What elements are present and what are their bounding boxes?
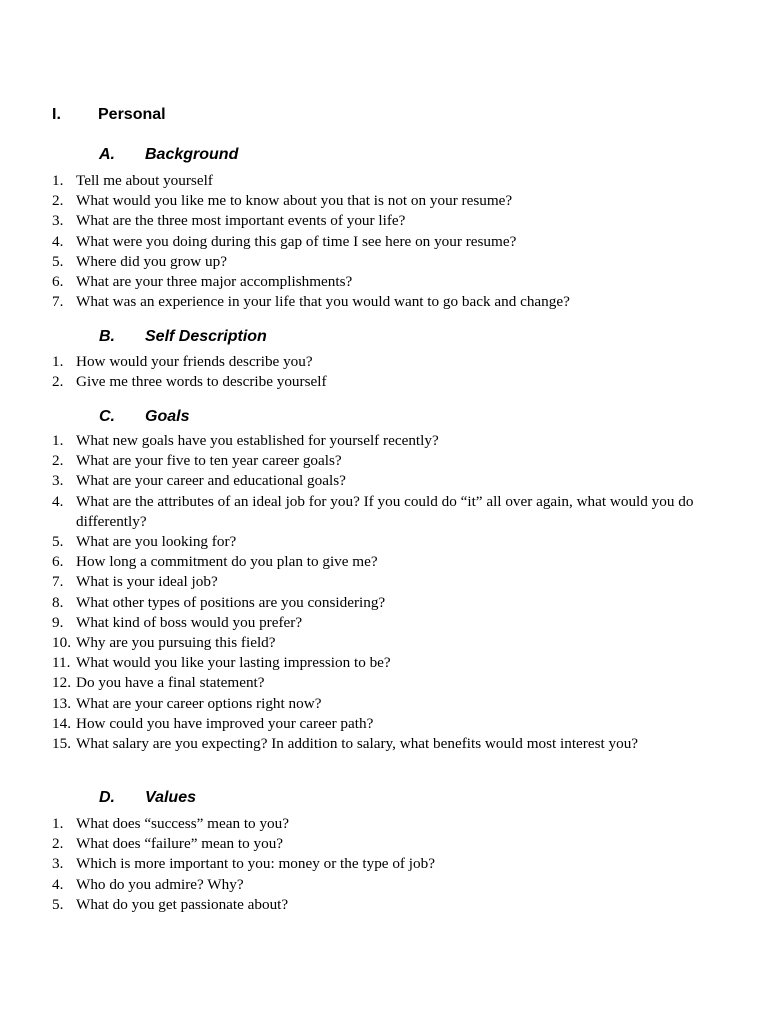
item-text: What new goals have you established for yourself recently?	[76, 432, 439, 449]
item-text: How long a commitment do you plan to give me?	[76, 553, 378, 571]
list-item	[52, 352, 712, 372]
item-text: What are the attributes of an ideal job for you? If you could do “it” all over again, what would you do differently?	[76, 492, 694, 530]
item-text: What is your ideal job?	[76, 573, 218, 591]
item-number: 3.	[52, 472, 64, 490]
item-number: 13.	[52, 694, 71, 712]
item-number: 2.	[52, 835, 64, 853]
item-number: 15.	[52, 735, 71, 753]
item-number: 12.	[52, 674, 71, 692]
item-number: 6.	[52, 553, 64, 571]
item-number: 2.	[52, 452, 64, 470]
subsection-letter: C.	[99, 408, 115, 425]
item-text: What do you get passionate about?	[76, 895, 289, 913]
list-item	[52, 714, 712, 734]
section-heading	[52, 106, 166, 124]
item-text: What are your career and educational goals?	[76, 472, 346, 490]
question-list-self-description	[52, 352, 712, 392]
item-text: What are your five to ten year career goals?	[76, 452, 342, 470]
subsection-title: Self Description	[145, 328, 267, 345]
item-number: 1.	[52, 353, 64, 370]
item-text: Which is more important to you: money or the type of job?	[76, 855, 435, 873]
subsection-title: Values	[145, 789, 196, 806]
question-list-values	[52, 814, 712, 915]
subsection-title: Background	[145, 146, 239, 163]
list-item	[52, 431, 712, 451]
list-item	[52, 451, 712, 471]
list-item	[52, 272, 712, 292]
item-number: 9.	[52, 613, 64, 631]
item-number: 4.	[52, 492, 64, 510]
item-number: 11.	[52, 654, 71, 672]
list-item	[52, 673, 712, 693]
item-number: 3.	[52, 855, 64, 873]
subsection-heading-goals	[99, 408, 189, 426]
list-item	[52, 532, 712, 552]
item-number: 1.	[52, 432, 64, 449]
subsection-letter: D.	[99, 789, 115, 806]
item-text: What other types of positions are you considering?	[76, 593, 386, 611]
item-number: 7.	[52, 573, 64, 591]
item-number: 7.	[52, 293, 64, 311]
list-item	[52, 191, 712, 211]
item-number: 5.	[52, 533, 64, 551]
subsection-letter: A.	[99, 146, 115, 163]
list-item	[52, 471, 712, 491]
item-number: 5.	[52, 895, 64, 913]
list-item	[52, 252, 712, 272]
list-item	[52, 372, 712, 392]
item-text: What are you looking for?	[76, 533, 237, 551]
subsection-title: Goals	[145, 408, 190, 425]
list-item	[52, 171, 712, 191]
list-item	[52, 593, 712, 613]
list-item	[52, 854, 712, 874]
item-number: 1.	[52, 815, 64, 832]
item-text: Who do you admire? Why?	[76, 875, 244, 893]
subsection-heading-self-description	[99, 328, 267, 346]
item-text: What are the three most important events of your life?	[76, 212, 406, 230]
item-number: 5.	[52, 252, 64, 270]
item-text: What was an experience in your life that you would want to go back and change?	[76, 293, 570, 311]
item-text: What does “success” mean to you?	[76, 815, 289, 832]
list-item	[52, 572, 712, 592]
list-item	[52, 211, 712, 231]
item-text: What are your career options right now?	[76, 694, 322, 712]
item-text: What were you doing during this gap of time I see here on your resume?	[76, 232, 517, 250]
item-text: What are your three major accomplishments?	[76, 273, 353, 291]
section-number: I.	[52, 106, 61, 123]
item-number: 14.	[52, 714, 71, 732]
list-item	[52, 633, 712, 653]
list-item	[52, 694, 712, 714]
item-number: 8.	[52, 593, 64, 611]
item-text: What kind of boss would you prefer?	[76, 613, 303, 631]
question-list-goals	[52, 431, 712, 754]
list-item	[52, 232, 712, 252]
list-item	[52, 552, 712, 572]
item-text: Give me three words to describe yourself	[76, 373, 327, 391]
item-text: What would you like me to know about you that is not on your resume?	[76, 192, 513, 210]
list-item	[52, 734, 712, 754]
subsection-heading-values	[99, 789, 196, 807]
item-text: How could you have improved your career path?	[76, 714, 374, 732]
item-number: 2.	[52, 192, 64, 210]
list-item	[52, 875, 712, 895]
list-item	[52, 613, 712, 633]
list-item	[52, 834, 712, 854]
subsection-heading-background	[99, 146, 238, 164]
item-text: Tell me about yourself	[76, 172, 213, 189]
item-number: 1.	[52, 172, 64, 189]
item-text: Why are you pursuing this field?	[76, 634, 276, 652]
item-text: What does “failure” mean to you?	[76, 835, 284, 853]
item-number: 6.	[52, 273, 64, 291]
item-number: 3.	[52, 212, 64, 230]
item-number: 4.	[52, 875, 64, 893]
item-text: Where did you grow up?	[76, 252, 227, 270]
item-number: 2.	[52, 373, 64, 391]
item-text: How would your friends describe you?	[76, 353, 313, 370]
item-text: What would you like your lasting impression to be?	[76, 654, 391, 672]
list-item	[52, 895, 712, 915]
list-item	[52, 653, 712, 673]
item-text: What salary are you expecting? In addition to salary, what benefits would most interest you?	[76, 735, 639, 753]
subsection-letter: B.	[99, 328, 115, 345]
question-list-background	[52, 171, 712, 312]
item-text: Do you have a final statement?	[76, 674, 265, 692]
section-title: Personal	[98, 106, 166, 123]
list-item	[52, 292, 712, 312]
list-item	[52, 814, 712, 834]
item-number: 10.	[52, 634, 71, 652]
item-number: 4.	[52, 232, 64, 250]
list-item	[52, 492, 712, 532]
